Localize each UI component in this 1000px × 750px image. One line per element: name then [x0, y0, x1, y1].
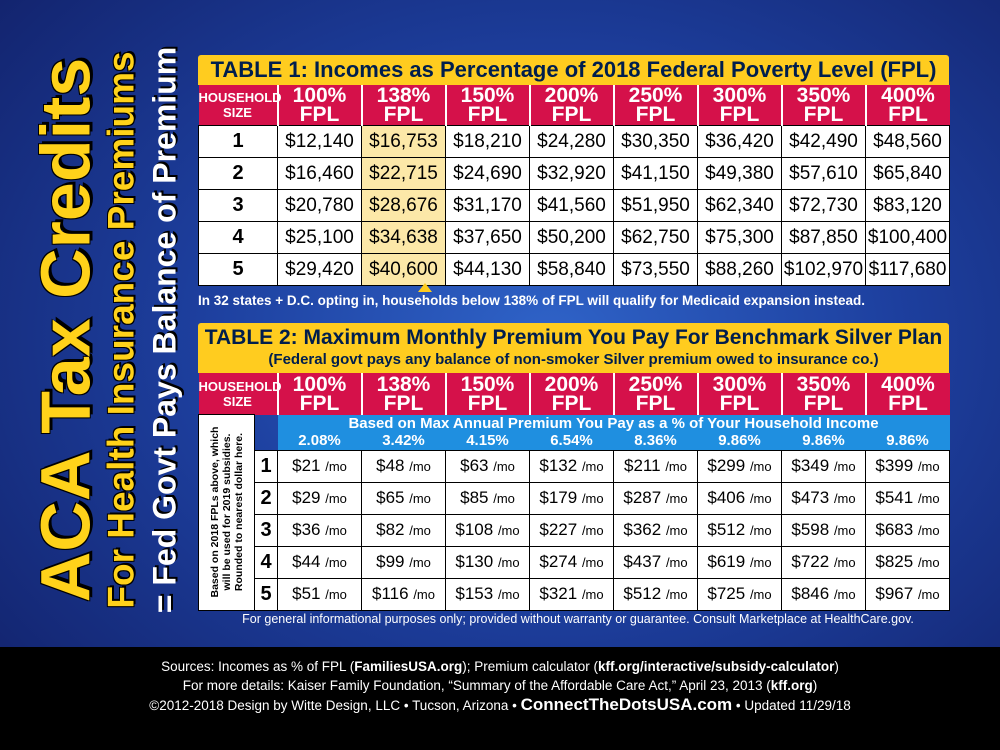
table-row	[199, 222, 950, 254]
income-cell: $50,200	[530, 222, 614, 254]
premium-cell: $108 /mo	[446, 514, 530, 546]
rate-cell: 8.36%	[614, 432, 698, 451]
table2-subtitle: (Federal govt pays any balance of non-smoker Silver premium owed to insurance co.)	[268, 351, 879, 368]
disclaimer-note: For general informational purposes only; provided without warranty or guarantee. Consult Marketplace at HealthCare.gov.	[242, 612, 914, 626]
premium-cell: $29 /mo	[278, 482, 362, 514]
col-header-138: 138% FPL	[362, 85, 446, 126]
table2-title-block	[198, 323, 949, 373]
premium-cell: $85 /mo	[446, 482, 530, 514]
table-row	[199, 158, 950, 190]
income-cell: $18,210	[446, 126, 530, 158]
income-cell: $24,280	[530, 126, 614, 158]
income-cell: $62,750	[614, 222, 698, 254]
premium-cell: $21 /mo	[278, 450, 362, 482]
income-cell: $31,170	[446, 190, 530, 222]
col-header-350: 350% FPL	[782, 373, 866, 415]
rate-cell: 9.86%	[866, 432, 950, 451]
table-row	[199, 190, 950, 222]
col-header-300: 300% FPL	[698, 373, 782, 415]
side-note: Based on 2018 FPLs above, which will be used for 2019 subsidies. Rounded to nearest dollar here.	[208, 426, 245, 598]
premium-cell: $321 /mo	[530, 578, 614, 610]
col-header-200: 200% FPL	[530, 85, 614, 126]
main-title: ACA Tax Credits	[25, 57, 104, 603]
table-row	[199, 126, 950, 158]
premium-cell: $967 /mo	[866, 578, 950, 610]
vertical-title	[15, 35, 200, 625]
premium-cell: $406 /mo	[698, 482, 782, 514]
income-cell: $40,600	[362, 254, 446, 286]
col-header-200: 200% FPL	[530, 373, 614, 415]
income-cell: $37,650	[446, 222, 530, 254]
premium-cell: $227 /mo	[530, 514, 614, 546]
details-line: For more details: Kaiser Family Foundation, “Summary of the Affordable Care Act,” April 23, 2013 (kff.org)	[182, 678, 818, 693]
rate-cell: 2.08%	[278, 432, 362, 451]
premium-cell: $619 /mo	[698, 546, 782, 578]
table1-header-row	[199, 85, 950, 126]
income-cell: $58,840	[530, 254, 614, 286]
income-cell: $16,460	[278, 158, 362, 190]
income-cell: $87,850	[782, 222, 866, 254]
household-size-cell: 1	[199, 126, 278, 158]
copyright-line: ©2012-2018 Design by Witte Design, LLC • Tucson, Arizona • ConnectTheDotsUSA.com • Updated 11/29/18	[149, 695, 851, 714]
premium-cell: $65 /mo	[362, 482, 446, 514]
triangle-marker-icon	[418, 283, 432, 292]
premium-cell: $132 /mo	[530, 450, 614, 482]
premium-cell: $512 /mo	[698, 514, 782, 546]
household-size-cell: 2	[199, 158, 278, 190]
premium-cell: $299 /mo	[698, 450, 782, 482]
table1	[198, 85, 950, 286]
premium-cell: $51 /mo	[278, 578, 362, 610]
table-row	[199, 514, 950, 546]
rate-cell: 3.42%	[362, 432, 446, 451]
rate-cell: 9.86%	[698, 432, 782, 451]
col-header-100: 100% FPL	[278, 85, 362, 126]
income-cell: $42,490	[782, 126, 866, 158]
household-size-header: HOUSEHOLD SIZE	[199, 373, 278, 415]
premium-cell: $211 /mo	[614, 450, 698, 482]
household-size-cell: 4	[255, 546, 278, 578]
income-cell: $51,950	[614, 190, 698, 222]
household-size-cell: 5	[255, 578, 278, 610]
table2	[198, 373, 950, 611]
premium-cell: $287 /mo	[614, 482, 698, 514]
table-row	[199, 578, 950, 610]
income-cell: $25,100	[278, 222, 362, 254]
income-cell: $88,260	[698, 254, 782, 286]
premium-cell: $825 /mo	[866, 546, 950, 578]
rate-cell: 9.86%	[782, 432, 866, 451]
col-header-400: 400% FPL	[866, 373, 950, 415]
table-row	[199, 546, 950, 578]
spacer	[255, 415, 278, 432]
table2-title: TABLE 2: Maximum Monthly Premium You Pay For Benchmark Silver Plan	[204, 326, 943, 349]
premium-cell: $274 /mo	[530, 546, 614, 578]
income-cell: $62,340	[698, 190, 782, 222]
table2-header-row	[199, 373, 950, 415]
household-size-header: HOUSEHOLD SIZE	[199, 85, 278, 126]
sub-title-2: = Fed Govt Pays Balance of Premium	[145, 46, 182, 614]
premium-cell: $846 /mo	[782, 578, 866, 610]
premium-cell: $116 /mo	[362, 578, 446, 610]
income-cell: $73,550	[614, 254, 698, 286]
basis-label: Based on Max Annual Premium You Pay as a % of Your Household Income	[278, 415, 950, 432]
household-size-cell: 5	[199, 254, 278, 286]
sources-line: Sources: Incomes as % of FPL (FamiliesUSA.org); Premium calculator (kff.org/interactive/subsidy-calculator)	[161, 659, 839, 674]
premium-cell: $44 /mo	[278, 546, 362, 578]
premium-cell: $63 /mo	[446, 450, 530, 482]
income-cell: $12,140	[278, 126, 362, 158]
income-cell: $72,730	[782, 190, 866, 222]
household-size-cell: 2	[255, 482, 278, 514]
income-cell: $41,150	[614, 158, 698, 190]
col-header-138: 138% FPL	[362, 373, 446, 415]
income-cell: $30,350	[614, 126, 698, 158]
col-header-150: 150% FPL	[446, 373, 530, 415]
premium-cell: $153 /mo	[446, 578, 530, 610]
income-cell: $41,560	[530, 190, 614, 222]
rate-cell: 4.15%	[446, 432, 530, 451]
rate-cell: 6.54%	[530, 432, 614, 451]
basis-row	[199, 415, 950, 432]
income-cell: $36,420	[698, 126, 782, 158]
premium-cell: $683 /mo	[866, 514, 950, 546]
premium-cell: $399 /mo	[866, 450, 950, 482]
premium-cell: $725 /mo	[698, 578, 782, 610]
household-size-cell: 3	[199, 190, 278, 222]
spacer	[255, 432, 278, 451]
income-cell: $16,753	[362, 126, 446, 158]
premium-cell: $179 /mo	[530, 482, 614, 514]
income-cell: $32,920	[530, 158, 614, 190]
premium-cell: $512 /mo	[614, 578, 698, 610]
side-note-cell	[199, 415, 255, 611]
premium-cell: $82 /mo	[362, 514, 446, 546]
income-cell: $102,970	[782, 254, 866, 286]
col-header-300: 300% FPL	[698, 85, 782, 126]
table-row	[199, 254, 950, 286]
premium-cell: $48 /mo	[362, 450, 446, 482]
premium-cell: $362 /mo	[614, 514, 698, 546]
premium-cell: $722 /mo	[782, 546, 866, 578]
income-cell: $49,380	[698, 158, 782, 190]
col-header-350: 350% FPL	[782, 85, 866, 126]
footer	[0, 647, 1000, 750]
income-cell: $75,300	[698, 222, 782, 254]
table1-title: TABLE 1: Incomes as Percentage of 2018 Federal Poverty Level (FPL)	[198, 55, 949, 85]
col-header-250: 250% FPL	[614, 373, 698, 415]
income-cell: $100,400	[866, 222, 950, 254]
income-cell: $24,690	[446, 158, 530, 190]
rate-row	[199, 432, 950, 451]
income-cell: $20,780	[278, 190, 362, 222]
household-size-cell: 4	[199, 222, 278, 254]
premium-cell: $36 /mo	[278, 514, 362, 546]
col-header-100: 100% FPL	[278, 373, 362, 415]
income-cell: $48,560	[866, 126, 950, 158]
premium-cell: $349 /mo	[782, 450, 866, 482]
premium-cell: $437 /mo	[614, 546, 698, 578]
income-cell: $22,715	[362, 158, 446, 190]
household-size-cell: 1	[255, 450, 278, 482]
col-header-250: 250% FPL	[614, 85, 698, 126]
income-cell: $117,680	[866, 254, 950, 286]
website-link[interactable]: ConnectTheDotsUSA.com	[520, 695, 733, 714]
income-cell: $44,130	[446, 254, 530, 286]
premium-cell: $598 /mo	[782, 514, 866, 546]
col-header-150: 150% FPL	[446, 85, 530, 126]
income-cell: $65,840	[866, 158, 950, 190]
household-size-cell: 3	[255, 514, 278, 546]
premium-cell: $473 /mo	[782, 482, 866, 514]
income-cell: $57,610	[782, 158, 866, 190]
income-cell: $83,120	[866, 190, 950, 222]
sub-title: For Health Insurance Premiums	[99, 51, 141, 609]
income-cell: $28,676	[362, 190, 446, 222]
income-cell: $34,638	[362, 222, 446, 254]
income-cell: $29,420	[278, 254, 362, 286]
premium-cell: $541 /mo	[866, 482, 950, 514]
premium-cell: $130 /mo	[446, 546, 530, 578]
premium-cell: $99 /mo	[362, 546, 446, 578]
medicaid-note: In 32 states + D.C. opting in, households below 138% of FPL will qualify for Medicaid expansion instead.	[198, 293, 865, 308]
table-row	[199, 450, 950, 482]
table-row	[199, 482, 950, 514]
col-header-400: 400% FPL	[866, 85, 950, 126]
